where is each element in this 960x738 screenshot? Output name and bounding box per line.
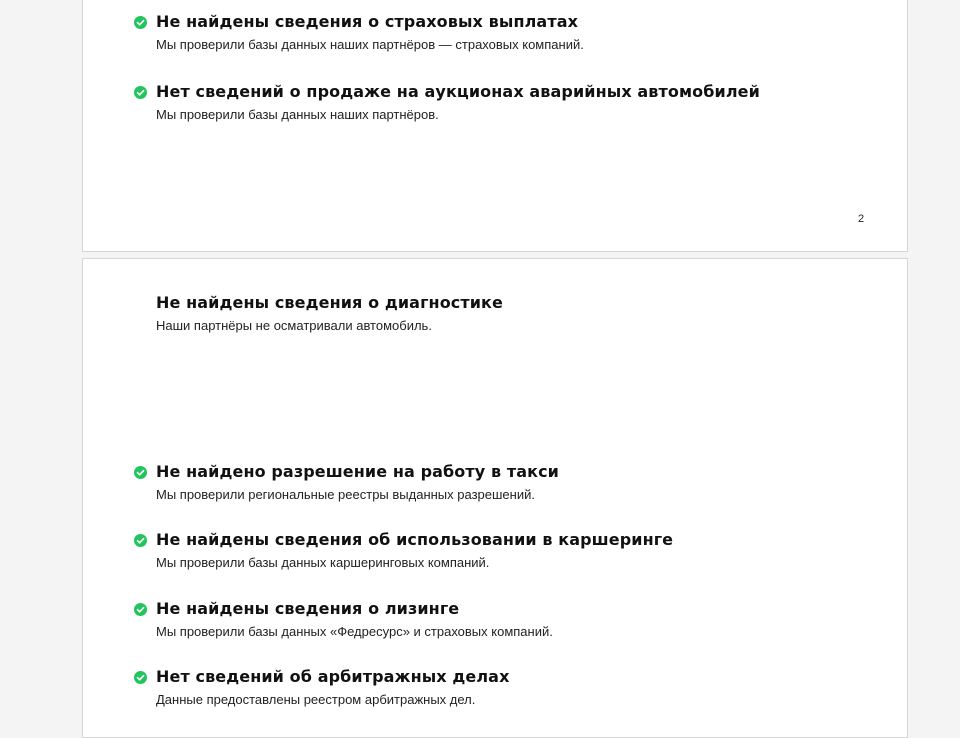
check-item-title-text: Нет сведений об арбитражных делах <box>156 667 510 686</box>
check-item-title <box>134 461 874 483</box>
check-item-title <box>134 292 874 314</box>
check-item-arbitration <box>134 666 874 709</box>
check-item-description: Наши партнёры не осматривали автомобиль. <box>156 318 432 333</box>
check-item-title-text: Не найдены сведения о страховых выплатах <box>156 12 579 31</box>
check-item-title <box>134 598 874 620</box>
page-number: 2 <box>858 213 865 225</box>
check-item-auctions <box>134 81 874 124</box>
check-item-taxi <box>134 461 874 504</box>
check-item-description: Мы проверили базы данных «Федресурс» и страховых компаний. <box>156 624 553 639</box>
check-circle-icon <box>134 671 147 684</box>
check-item-title-text: Не найдены сведения о диагностике <box>156 293 503 312</box>
check-item-description: Мы проверили базы данных наших партнёров — страховых компаний. <box>156 37 584 52</box>
check-circle-icon <box>134 466 147 479</box>
check-item-title <box>134 666 874 688</box>
report-page-2 <box>82 0 908 252</box>
report-page-3 <box>82 258 908 738</box>
check-circle-icon <box>134 86 147 99</box>
check-item-title <box>134 529 874 551</box>
check-item-title-text: Не найдены сведения о лизинге <box>156 599 460 618</box>
check-item-leasing <box>134 598 874 641</box>
check-circle-icon <box>134 16 147 29</box>
check-item-title-text: Не найдено разрешение на работу в такси <box>156 462 559 481</box>
check-circle-icon <box>134 603 147 616</box>
check-item-diagnostics <box>134 292 874 335</box>
check-item-description: Данные предоставлены реестром арбитражных дел. <box>156 692 476 707</box>
check-item-title <box>134 11 874 33</box>
check-item-description: Мы проверили региональные реестры выданных разрешений. <box>156 487 535 502</box>
check-item-carsharing <box>134 529 874 572</box>
check-circle-icon <box>134 534 147 547</box>
check-item-description: Мы проверили базы данных каршеринговых компаний. <box>156 555 490 570</box>
check-item-title-text: Не найдены сведения об использовании в каршеринге <box>156 530 674 549</box>
check-item-title <box>134 81 874 103</box>
check-item-insurance-payouts <box>134 11 874 54</box>
check-item-description: Мы проверили базы данных наших партнёров. <box>156 107 439 122</box>
check-item-title-text: Нет сведений о продаже на аукционах аварийных автомобилей <box>156 82 760 101</box>
